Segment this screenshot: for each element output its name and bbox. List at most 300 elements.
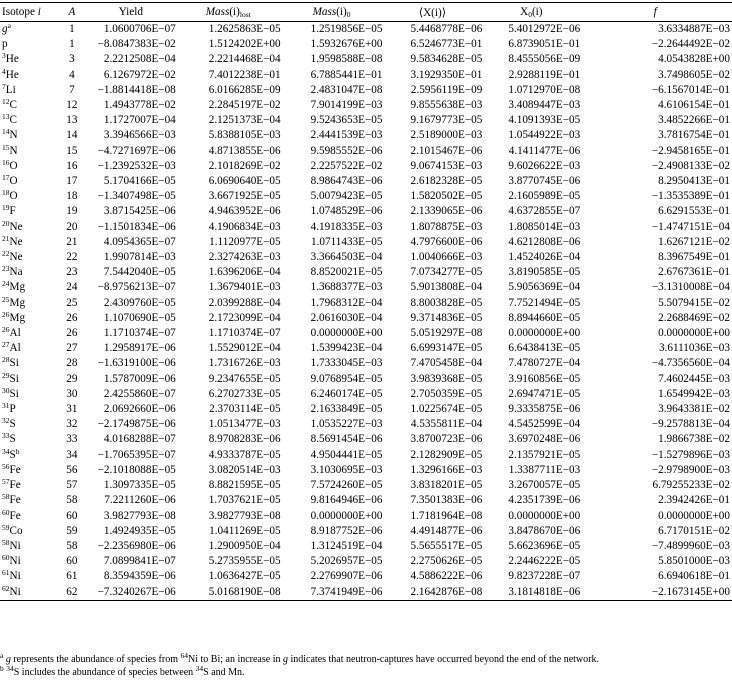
x0-cell: 6.6438413E−05 xyxy=(508,342,581,355)
yield-cell: 2.2212508E−04 xyxy=(103,53,176,66)
header-f-label: f xyxy=(653,6,657,18)
isotope-cell xyxy=(0,356,58,371)
isotope-symbol: S xyxy=(9,448,16,461)
isotope-mass-number: 17 xyxy=(2,173,10,183)
table-header xyxy=(0,3,732,22)
yield-cell: 8.3594359E−06 xyxy=(103,570,176,583)
yield-cell: 7.5442040E−05 xyxy=(103,266,176,279)
table-row xyxy=(0,554,732,569)
header-mass-initial-sub: 0 xyxy=(346,10,351,19)
isotope-symbol: Ne xyxy=(9,220,23,233)
x0-cell: 3.6970248E−06 xyxy=(508,433,581,446)
x-avg-cell: 2.5189000E−03 xyxy=(410,129,483,142)
table-row xyxy=(0,478,732,493)
x-avg-cell: 4.5355811E−04 xyxy=(410,418,483,431)
isotope-symbol: Na xyxy=(9,266,23,279)
x0-cell: 2.1357921E−05 xyxy=(508,448,581,461)
mass-number-cell: 28 xyxy=(66,357,78,370)
x0-cell: 1.3387711E−03 xyxy=(508,463,581,476)
x-avg-cell: 2.1015467E−06 xyxy=(410,144,483,157)
mass-number-cell: 62 xyxy=(58,585,86,601)
f-cell: −2.1673145E+00 xyxy=(580,585,732,601)
isotope-mass-number: 30 xyxy=(2,385,10,395)
f-cell: 1.9866738E−02 xyxy=(658,433,730,446)
mass-lost-cell: 1.6396206E−04 xyxy=(208,266,281,279)
yield-cell: 3.8715425E−06 xyxy=(103,205,176,218)
header-yield: Yield xyxy=(86,3,176,22)
x-avg-cell: 4.7976600E−06 xyxy=(410,235,483,248)
isotope-symbol: O xyxy=(9,159,18,172)
mass-initial-cell: 1.7968312E−04 xyxy=(310,296,383,309)
table-row xyxy=(0,524,732,539)
mass-lost-cell: 1.5124202E+00 xyxy=(208,38,281,51)
x-avg-cell: 2.1339065E−06 xyxy=(410,205,483,218)
isotope-symbol: Ne xyxy=(9,251,23,264)
footnote-text: S and Mn. xyxy=(203,666,245,678)
f-cell: 1.6549942E−03 xyxy=(658,387,730,400)
isotope-symbol: Li xyxy=(5,83,16,96)
mass-initial-cell: 0.0000000E+00 xyxy=(310,327,383,340)
isotope-cell xyxy=(0,296,58,311)
table-row xyxy=(0,326,732,341)
yield-cell: 3.3946566E−03 xyxy=(103,129,176,142)
isotope-mass-number: 15 xyxy=(2,142,10,152)
mass-lost-cell: 4.9463952E−06 xyxy=(208,205,281,218)
table-row xyxy=(0,174,732,189)
table-row xyxy=(0,372,732,387)
x-avg-cell: 2.6182328E−05 xyxy=(410,175,483,188)
isotope-mass-number: 57 xyxy=(2,477,10,487)
header-a-label: A xyxy=(68,6,76,18)
x0-cell: 0.0000000E+00 xyxy=(508,509,581,522)
x0-cell: 4.1091393E−05 xyxy=(508,114,581,127)
mass-number-cell: 29 xyxy=(66,372,78,385)
footnote xyxy=(0,651,732,667)
mass-initial-cell: 0.0000000E+00 xyxy=(310,509,383,522)
x0-cell: 1.0544922E−03 xyxy=(508,129,581,142)
mass-initial-cell: 1.9598588E−08 xyxy=(310,53,383,66)
table-row xyxy=(0,159,732,174)
yield-cell: 1.1727007E−04 xyxy=(103,114,176,127)
x0-cell: 8.8944660E−05 xyxy=(508,311,581,324)
mass-initial-cell: 8.8520021E−05 xyxy=(310,266,383,279)
isotope-symbol: Fe xyxy=(9,509,21,522)
x-avg-cell: 7.3501383E−06 xyxy=(410,494,483,507)
f-cell: 0.0000000E+00 xyxy=(658,509,730,522)
yield-cell: −1.2392532E−03 xyxy=(97,159,176,172)
f-cell: −2.4908133E−02 xyxy=(651,159,730,172)
yield-cell: 2.0692660E−06 xyxy=(103,403,176,416)
f-cell: −2.9458165E−01 xyxy=(651,144,730,157)
mass-number-cell: 22 xyxy=(66,251,78,264)
yield-cell: 2.4255860E−07 xyxy=(103,387,176,400)
x-avg-cell: 3.9839368E−05 xyxy=(410,372,483,385)
isotope-mass-number: 28 xyxy=(2,355,10,365)
mass-lost-cell: 4.9333787E−05 xyxy=(208,448,281,461)
x-avg-cell: 9.0674153E−03 xyxy=(410,159,483,172)
x0-cell: 3.9160856E−05 xyxy=(508,372,581,385)
x0-cell: 4.5452599E−04 xyxy=(508,418,581,431)
mass-initial-cell: 1.3124519E−04 xyxy=(310,539,383,552)
x0-cell: 8.4555056E−09 xyxy=(508,53,581,66)
x-avg-cell: 7.0734277E−05 xyxy=(410,266,483,279)
mass-number-cell: 16 xyxy=(66,159,78,172)
f-cell: 6.79255233E−02 xyxy=(652,479,730,492)
mass-initial-cell: 9.8164946E−06 xyxy=(310,494,383,507)
isotope-cell xyxy=(0,220,58,235)
isotope-cell xyxy=(0,402,58,417)
isotope-mass-number: 7 xyxy=(2,81,6,91)
isotope-cell xyxy=(0,432,58,447)
f-cell: −9.2578813E−04 xyxy=(651,418,730,431)
table-row xyxy=(0,432,732,447)
isotope-cell xyxy=(0,448,58,463)
x-avg-cell: 1.5820502E−05 xyxy=(410,190,483,203)
f-cell: −3.1310008E−04 xyxy=(651,281,730,294)
isotope-cell xyxy=(0,478,58,493)
mass-lost-cell: 4.8713855E−06 xyxy=(208,144,281,157)
mass-initial-cell: 7.5724260E−05 xyxy=(310,479,383,492)
isotope-mass-number: 27 xyxy=(2,340,10,350)
mass-lost-cell: 2.2214468E−04 xyxy=(208,53,281,66)
yield-cell: −1.8814418E−08 xyxy=(97,83,176,96)
x-avg-cell: 4.5886222E−06 xyxy=(410,570,483,583)
mass-initial-cell: 2.0616030E−04 xyxy=(310,311,383,324)
mass-number-cell: 15 xyxy=(66,144,78,157)
isotope-mass-number: 31 xyxy=(2,401,10,411)
f-cell: 2.3942426E−01 xyxy=(658,494,730,507)
isotope-cell xyxy=(0,463,58,478)
yield-cell: −8.9756213E−07 xyxy=(97,281,176,294)
isotope-mass-number: 20 xyxy=(2,218,10,228)
yield-cell: 4.0168288E−07 xyxy=(103,433,176,446)
mass-lost-cell: 6.2702733E−05 xyxy=(208,387,281,400)
table-row xyxy=(0,569,732,584)
yield-cell: 4.0954365E−07 xyxy=(103,235,176,248)
table-row xyxy=(0,128,732,143)
mass-number-cell: 3 xyxy=(69,53,75,66)
x-avg-cell: 2.2750626E−05 xyxy=(410,555,483,568)
mass-initial-cell: 4.1918335E−03 xyxy=(310,220,383,233)
f-cell: 6.7170151E−02 xyxy=(658,524,730,537)
f-cell: −1.4747151E−04 xyxy=(651,220,730,233)
x-avg-cell: 2.7050359E−05 xyxy=(410,387,483,400)
mass-lost-cell: 1.5529012E−04 xyxy=(208,342,281,355)
isotope-cell xyxy=(0,22,58,38)
header-isotope-var: i xyxy=(37,6,41,18)
isotope-cell xyxy=(0,113,58,128)
isotope-cell xyxy=(0,204,58,219)
footnote-text: g xyxy=(282,654,288,665)
x-avg-cell: 9.1679773E−05 xyxy=(410,114,483,127)
header-x0-sub: 0 xyxy=(528,10,532,19)
x-avg-cell: 3.8318201E−05 xyxy=(410,479,483,492)
mass-initial-cell: 8.9187752E−06 xyxy=(310,524,383,537)
mass-initial-cell: 2.1633849E−05 xyxy=(310,403,383,416)
x-avg-cell: 2.1642876E−08 xyxy=(382,585,482,601)
f-cell: 8.3967549E−01 xyxy=(658,251,730,264)
mass-lost-cell: 3.9827793E−08 xyxy=(208,509,281,522)
x0-cell: 4.1411477E−06 xyxy=(508,144,581,157)
f-cell: −6.1567014E−01 xyxy=(651,83,730,96)
yield-cell: −4.7271697E−06 xyxy=(97,144,176,157)
isotope-symbol: O xyxy=(9,190,18,203)
mass-lost-cell: 3.6671925E−05 xyxy=(208,190,281,203)
yield-cell: 1.4943778E−02 xyxy=(103,99,176,112)
isotope-symbol: Mg xyxy=(9,311,26,324)
mass-number-cell: 26 xyxy=(66,327,78,340)
isotope-cell xyxy=(0,311,58,326)
table-row xyxy=(0,265,732,280)
x0-cell: 2.1605989E−05 xyxy=(508,190,581,203)
mass-lost-cell: 9.2347655E−05 xyxy=(208,372,281,385)
yield-cell: −8.0847383E−02 xyxy=(97,38,176,51)
isotope-symbol: P xyxy=(9,403,16,416)
mass-initial-cell: 7.3741949E−06 xyxy=(281,585,383,601)
isotope-symbol: He xyxy=(5,68,19,81)
x0-cell: 7.7521494E−05 xyxy=(508,296,581,309)
table-row xyxy=(0,402,732,417)
mass-number-cell: 26 xyxy=(66,311,78,324)
f-cell: 3.7498605E−02 xyxy=(658,68,730,81)
isotope-cell xyxy=(0,235,58,250)
isotope-symbol: C xyxy=(9,114,17,127)
mass-initial-cell: 9.0768954E−05 xyxy=(310,372,383,385)
isotope-cell xyxy=(0,83,58,98)
footnote-text: S includes the abundance of species between xyxy=(13,666,196,678)
f-cell: 0.0000000E+00 xyxy=(658,327,730,340)
yield-cell: 3.9827793E−08 xyxy=(103,509,176,522)
isotope-symbol: g xyxy=(2,23,8,35)
footnote-text: indicates that neutron-captures have occurred beyond the end of the network. xyxy=(287,654,599,665)
mass-number-cell: 1 xyxy=(69,23,75,35)
mass-initial-cell: 8.5691454E−06 xyxy=(310,433,383,446)
x-avg-cell: 4.4914877E−06 xyxy=(410,524,483,537)
mass-number-cell: 18 xyxy=(66,190,78,203)
table-row xyxy=(0,280,732,295)
mass-lost-cell: 1.7316726E−03 xyxy=(208,357,281,370)
table-row xyxy=(0,22,732,38)
isotope-symbol: Ni xyxy=(9,555,21,568)
f-cell: 7.4602445E−03 xyxy=(658,372,730,385)
mass-initial-cell: 2.4831047E−08 xyxy=(310,83,383,96)
mass-lost-cell: 5.0168190E−08 xyxy=(176,585,281,601)
mass-lost-cell: 2.3703114E−05 xyxy=(209,403,281,416)
mass-lost-cell: 1.0636427E−05 xyxy=(208,570,281,583)
mass-number-cell: 19 xyxy=(66,205,78,218)
mass-number-cell: 60 xyxy=(66,555,78,568)
f-cell: 3.7816754E−01 xyxy=(658,129,730,142)
footnote-text: 64 xyxy=(180,651,188,660)
mass-lost-cell: 1.2900950E−04 xyxy=(208,539,281,552)
mass-number-cell: 33 xyxy=(66,433,78,446)
isotope-mass-number: 26 xyxy=(2,325,10,335)
mass-number-cell: 14 xyxy=(66,129,78,142)
mass-number-cell: 27 xyxy=(66,342,78,355)
isotope-symbol: Fe xyxy=(9,463,21,476)
isotope-mass-number: 26 xyxy=(2,309,10,319)
f-cell: 4.6106154E−01 xyxy=(658,99,730,112)
table-footnotes xyxy=(0,651,732,679)
isotope-mass-number: 61 xyxy=(2,568,10,578)
mass-lost-cell: 8.8821595E−05 xyxy=(208,479,281,492)
isotope-cell xyxy=(0,387,58,402)
x0-cell: 4.6372855E−07 xyxy=(508,205,581,218)
isotope-symbol: Si xyxy=(9,372,19,385)
mass-number-cell: 24 xyxy=(66,281,78,294)
f-cell: −2.2644492E−02 xyxy=(651,38,730,51)
header-mass-lost xyxy=(176,3,281,22)
mass-lost-cell: 2.0399288E−04 xyxy=(208,296,281,309)
x0-cell: 7.4780727E−04 xyxy=(508,357,581,370)
isotope-cell xyxy=(0,159,58,174)
isotope-mass-number: 34 xyxy=(2,446,10,456)
isotope-cell xyxy=(0,372,58,387)
f-cell: 6.6940618E−01 xyxy=(658,570,730,583)
table-row xyxy=(0,235,732,250)
header-x0 xyxy=(482,3,580,22)
header-row xyxy=(0,3,732,22)
isotope-mass-number: 13 xyxy=(2,112,10,122)
mass-initial-cell: 3.3664503E−04 xyxy=(310,251,383,264)
isotope-symbol: Mg xyxy=(9,281,26,294)
mass-initial-cell: 1.2519856E−05 xyxy=(310,23,383,35)
isotope-symbol: Ni xyxy=(9,570,21,583)
table-row xyxy=(0,204,732,219)
isotope-cell xyxy=(0,509,58,524)
mass-number-cell: 25 xyxy=(66,296,78,309)
mass-initial-cell: 2.4441539E−03 xyxy=(310,129,383,142)
isotope-mass-number: 58 xyxy=(2,537,10,547)
x-avg-cell: 5.0519297E−08 xyxy=(410,327,483,340)
isotope-mass-number: 22 xyxy=(2,249,10,259)
yield-cell: 1.0600706E−07 xyxy=(103,23,176,35)
f-cell: −1.5279896E−03 xyxy=(651,448,730,461)
isotope-mass-number: 23 xyxy=(2,264,10,274)
mass-initial-cell: 1.0748529E−06 xyxy=(310,205,383,218)
f-cell: 6.6291553E−01 xyxy=(658,205,730,218)
header-isotope-label: Isotope xyxy=(2,6,35,18)
isotope-cell xyxy=(0,189,58,204)
x0-cell: 2.2446222E−05 xyxy=(508,555,581,568)
table-row xyxy=(0,463,732,478)
f-cell: −7.4899960E−03 xyxy=(651,539,730,552)
isotope-mass-number: 18 xyxy=(2,188,10,198)
isotope-mass-number: 59 xyxy=(2,522,10,532)
isotope-symbol: He xyxy=(5,53,19,66)
mass-initial-cell: 3.1030695E−03 xyxy=(310,463,383,476)
mass-initial-cell: 1.0711433E−05 xyxy=(311,235,383,248)
isotope-cell xyxy=(0,128,58,143)
isotope-mass-number: 33 xyxy=(2,431,10,441)
isotope-mass-number: 32 xyxy=(2,416,10,426)
isotope-mass-number: 29 xyxy=(2,370,10,380)
x-avg-cell: 5.5655517E−05 xyxy=(410,539,483,552)
mass-lost-cell: 5.2735955E−05 xyxy=(208,555,281,568)
mass-number-cell: 34 xyxy=(66,448,78,461)
isotope-symbol: O xyxy=(9,175,18,188)
table-row xyxy=(0,356,732,371)
table-row xyxy=(0,493,732,508)
isotope-mass-number: 24 xyxy=(2,279,10,289)
f-cell: 3.6111036E−03 xyxy=(658,342,730,355)
isotope-symbol: C xyxy=(9,99,17,112)
yield-cell: 7.0899841E−07 xyxy=(103,555,176,568)
isotope-mass-number: 56 xyxy=(2,461,10,471)
x-avg-cell: 1.0225674E−05 xyxy=(410,403,483,416)
isotope-symbol: Si xyxy=(9,357,19,370)
mass-number-cell: 32 xyxy=(66,418,78,431)
yield-cell: 7.2211260E−06 xyxy=(104,494,176,507)
mass-initial-cell: 9.5243653E−05 xyxy=(310,114,383,127)
table-row xyxy=(0,539,732,554)
isotope-mass-number: 60 xyxy=(2,553,10,563)
yield-cell: −2.2356980E−06 xyxy=(97,539,176,552)
isotope-mass-number: 3 xyxy=(2,51,6,61)
table-row xyxy=(0,220,732,235)
mass-number-cell: 21 xyxy=(66,235,78,248)
x-avg-cell: 3.1929350E−01 xyxy=(410,68,483,81)
isotope-symbol: N xyxy=(9,129,18,142)
table-row xyxy=(0,509,732,524)
header-f xyxy=(580,3,732,22)
isotope-cell xyxy=(0,493,58,508)
isotope-cell xyxy=(0,68,58,83)
table-row xyxy=(0,250,732,265)
x0-cell: 4.6212808E−06 xyxy=(508,235,581,248)
table-row xyxy=(0,68,732,83)
mass-lost-cell: 1.1120977E−05 xyxy=(209,235,281,248)
isotope-cell xyxy=(0,265,58,280)
yield-cell: 5.1704166E−05 xyxy=(103,175,176,188)
isotope-mass-number: 14 xyxy=(2,127,10,137)
x0-cell: 2.6947471E−05 xyxy=(508,387,581,400)
x-avg-cell: 8.8003828E−05 xyxy=(410,296,483,309)
mass-lost-cell: 4.1906834E−03 xyxy=(208,220,281,233)
footnote-text: 34 xyxy=(195,663,204,673)
x0-cell: 6.8739051E−01 xyxy=(508,38,581,51)
isotope-cell xyxy=(0,417,58,432)
isotope-mass-number: 16 xyxy=(2,157,10,167)
mass-initial-cell: 1.3688377E−03 xyxy=(310,281,383,294)
mass-number-cell: 31 xyxy=(66,403,78,416)
isotope-symbol: Ni xyxy=(9,585,21,598)
table-row xyxy=(0,296,732,311)
f-cell: 3.9643381E−02 xyxy=(658,403,730,416)
yield-cell: −2.1018088E−05 xyxy=(97,463,176,476)
mass-lost-cell: 6.0166285E−09 xyxy=(208,83,281,96)
yield-cell: 1.2958917E−06 xyxy=(103,342,176,355)
isotope-symbol: Ne xyxy=(9,235,23,248)
isotope-symbol: Al xyxy=(9,327,21,340)
mass-number-cell: 20 xyxy=(66,220,78,233)
x-avg-cell: 5.4468778E−06 xyxy=(410,23,483,35)
footnote-text: represents the abundance of species from xyxy=(10,654,181,665)
isotope-cell xyxy=(0,524,58,539)
table-row xyxy=(0,113,732,128)
f-cell: 2.6767361E−01 xyxy=(658,266,730,279)
isotope-symbol: Al xyxy=(9,342,21,355)
mass-initial-cell: 1.5399423E−04 xyxy=(310,342,383,355)
x0-cell: 2.9288119E−01 xyxy=(508,68,581,81)
mass-lost-cell: 7.4012238E−01 xyxy=(208,68,281,81)
isotope-mass-number: 19 xyxy=(2,203,10,213)
footnote-mark: b xyxy=(15,446,20,456)
x-avg-cell: 1.0040666E−03 xyxy=(410,251,483,264)
table-row xyxy=(0,83,732,98)
isotope-mass-number: 60 xyxy=(2,507,10,517)
table-row xyxy=(0,341,732,356)
